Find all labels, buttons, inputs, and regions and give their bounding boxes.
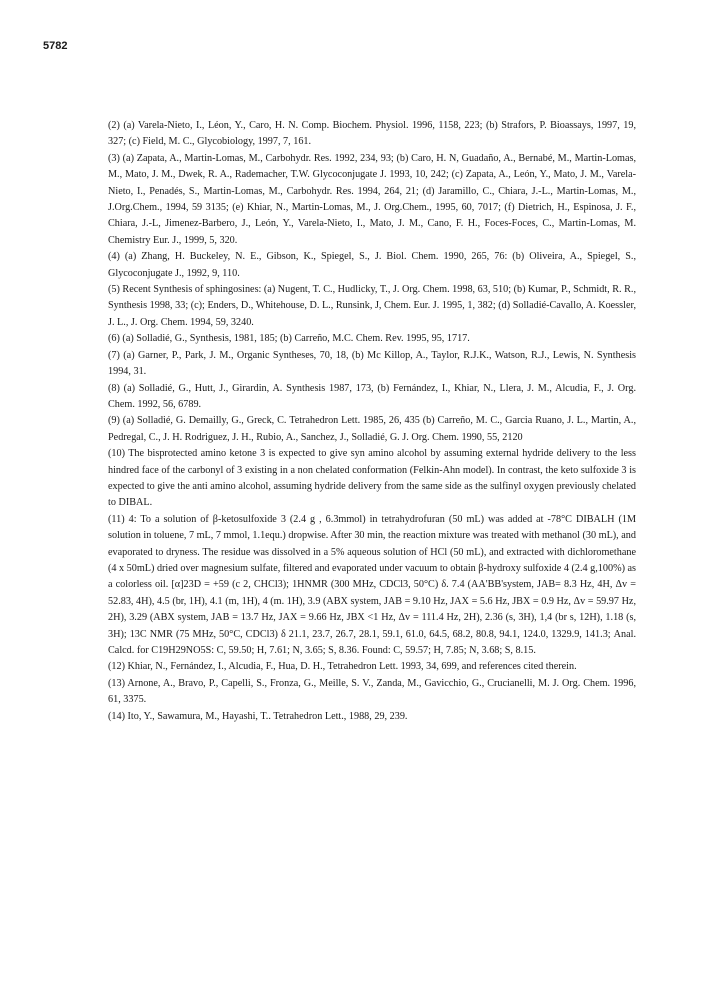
references-list [108,118,636,725]
reference-14: (14) Ito, Y., Sawamura, M., Hayashi, T.. Tetrahedron Lett., 1988, 29, 239. [108,710,408,722]
reference-5: (5) Recent Synthesis of sphingosines: (a) Nugent, T. C., Hudlicky, T., J. Org. Chem. 1998, 63, 510; (b) Kumar, P., Schmidt, R. R., Synthesis 1998, 33; (c); Enders, D., Whitehouse, D. L., Runsink, J, Chem. Eur. J. 1995, 1, 382; (d) Solladié-Cavallo, A. Koessler, J. L., J. Org. Chem. 1994, 59, 3240. [108,284,636,328]
reference-11: (11) 4: To a solution of β-ketosulfoxide 3 (2.4 g , 6.3mmol) in tetrahydrofuran (50 mL) was added at -78°C DIBALH (1M solution in toluene, 7 mL, 7 mmol, 1.1equ.) dropwise. After 30 min, the reaction mixture was treated with methanol (30 mL), and evaporated to dryness. The residue was dissolved in a 5% aqueous solution of HCl (50 mL), and extracted with dichloromethane (4 x 50mL) dried over magnesium sulfate, filtered and evaporated under vacuum to obtain β-hydroxy sulfoxide 4 (2.4 g,100%) as a colorless oil. [α]23D = +59 (c 2, CHCl3); 1HNMR (300 MHz, CDCl3, 50°C) δ. 7.4 (AA'BB'system, JAB= 8.3 Hz, 4H, Δv = 52.83, 4H), 4.5 (br, 1H), 4.1 (m, 1H), 4 (m. 1H), 3.9 (ABX system, JAB = 9.10 Hz, JAX = 5.6 Hz, JBX = 0.9 Hz, Δv = 59.97 Hz, 2H), 3.29 (ABX system, JAB = 13.7 Hz, JAX = 9.66 Hz, JBX <1 Hz, Δv = 111.4 Hz, 2H), 2.36 (s, 3H), 1,4 (br s, 12H), 1.18 (s, 3H); 13C NMR (75 MHz, 50°C, CDCl3) δ 21.1, 23.7, 26.7, 28.1, 59.1, 61.0, 64.5, 68.2, 80.8, 94.1, 124.0, 1329.9, 141.3; Anal. Calcd. for C19H29NO5S: C, 59.50; H, 7.61; N, 3.65; S, 8.36. Found: C, 59.57; H, 7.85; N, 3.68; S, 8.15. [108,513,636,656]
page-number: 5782 [43,40,68,52]
reference-8: (8) (a) Solladié, G., Hutt, J., Girardin, A. Synthesis 1987, 173, (b) Fernández, I., Khiar, N., Llera, J. M., Alcudia, F., J. Org. Chem. 1992, 56, 6789. [108,382,636,410]
reference-10: (10) The bisprotected amino ketone 3 is expected to give syn amino alcohol by assuming external hydride delivery to the less hindred face of the carbonyl of 3 existing in a non chelated conformation (Felkin-Ahn model). In contrast, the keto sulfoxide 3 is expected to give the anti amino alcohol, assuming hydride delivery from the same side as the sulfinyl oxygen previously chelated to DIBAL. [108,448,636,509]
reference-6: (6) (a) Solladié, G., Synthesis, 1981, 185; (b) Carreño, M.C. Chem. Rev. 1995, 95, 1717. [108,333,470,345]
reference-12: (12) Khiar, N., Fernández, I., Alcudia, F., Hua, D. H., Tetrahedron Lett. 1993, 34, 699, and references cited therein. [108,661,577,673]
reference-9: (9) (a) Solladié, G. Demailly, G., Greck, C. Tetrahedron Lett. 1985, 26, 435 (b) Carreño, M. C., Garcia Ruano, J. L., Martin, A., Pedregal, C., J. H. Rodriguez, J. H., Rubio, A., Sanchez, J., Solladié, G. J. Org. Chem. 1990, 55, 2120 [108,415,636,443]
reference-2: (2) (a) Varela-Nieto, I., Léon, Y., Caro, H. N. Comp. Biochem. Physiol. 1996, 1158, 223; (b) Strafors, P. Bioassays, 1997, 19, 327; (c) Field, M. C., Glycobiology, 1997, 7, 161. [108,120,636,148]
reference-7: (7) (a) Garner, P., Park, J. M., Organic Syntheses, 70, 18, (b) Mc Killop, A., Taylor, R.J.K., Watson, R.J., Lewis, N. Synthesis 1994, 31. [108,349,636,378]
reference-4: (4) (a) Zhang, H. Buckeley, N. E., Gibson, K., Spiegel, S., J. Biol. Chem. 1990, 265, 76: (b) Oliveira, A., Spiegel, S., Glycoconjugate J., 1992, 9, 110. [108,251,636,279]
reference-13: (13) Arnone, A., Bravo, P., Capelli, S., Fronza, G., Meille, S. V., Zanda, M., Gavicchio, G., Crucianelli, M. J. Org. Chem. 1996, 61, 3375. [108,677,636,706]
reference-3: (3) (a) Zapata, A., Martin-Lomas, M., Carbohydr. Res. 1992, 234, 93; (b) Caro, H. N, Guadaño, A., Bernabé, M., Martin-Lomas, M., Mato, J. M., Dwek, R. A., Rademacher, T.W. Glycoconjugate J. 1993, 10, 242; (c) Zapata, A., León, Y., Mato, J. M., Varela-Nieto, I., Penadés, S., Martin-Lomas, M., Carbohydr. Res. 1994, 264, 21; (d) Jaramillo, C., Chiara, J.-L., Martin-Lomas, M., J.Org.Chem., 1994, 59 3135; (e) Khiar, N., Martin-Lomas, M., J. Org.Chem., 1995, 60, 7017; (f) Dietrich, H., Espinosa, J. F., Chiara, J.-L, Jimenez-Barbero, J., León, Y., Varela-Nieto, I., Mato, J. M., Cano, F. H., Foces-Foces, C., Martin-Lomas, M. Chemistry Eur. J., 1999, 5, 320. [108,152,636,246]
